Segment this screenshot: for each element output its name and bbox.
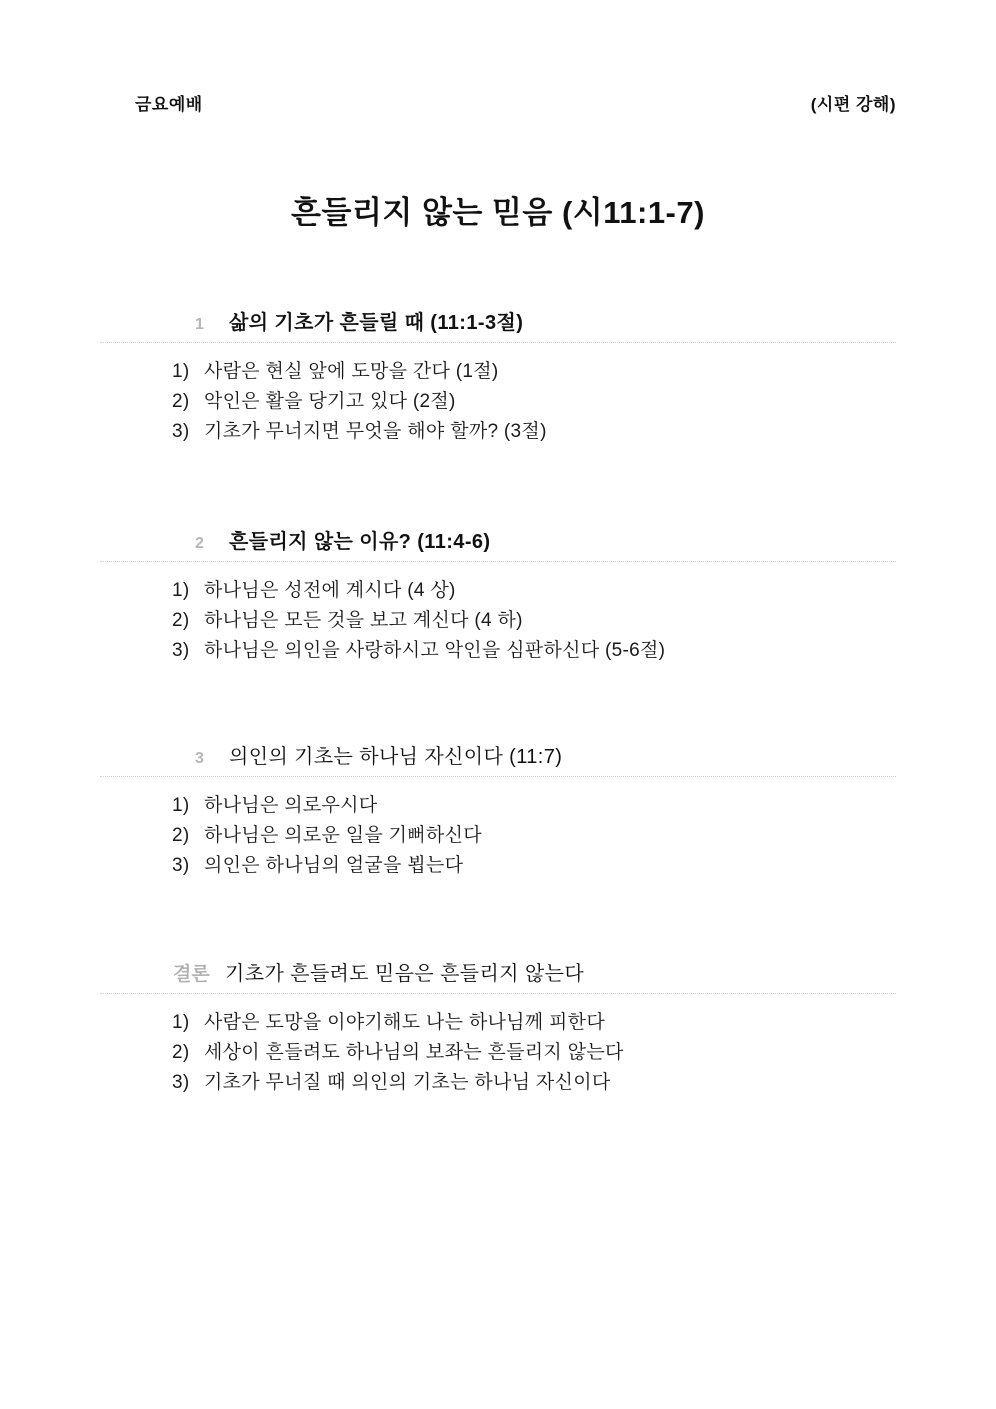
- point-marker: 2): [172, 391, 190, 413]
- list-item: [172, 1008, 896, 1038]
- point-text: 의인은 하나님의 얼굴을 뵙는다: [204, 855, 464, 877]
- point-text: 사람은 도망을 이야기해도 나는 하나님께 피한다: [204, 1012, 605, 1034]
- section-conclusion-heading: [100, 957, 896, 994]
- point-text: 기초가 무너지면 무엇을 해야 할까? (3절): [204, 421, 547, 443]
- list-item: [172, 821, 896, 851]
- point-marker: 1): [172, 361, 190, 382]
- document-header: [100, 90, 896, 115]
- section-1-number: 1: [195, 316, 204, 333]
- list-item: [172, 606, 896, 636]
- list-item: [172, 387, 896, 417]
- section-2-number: 2: [195, 535, 204, 553]
- point-marker: 1): [172, 795, 190, 817]
- point-text: 사람은 현실 앞에 도망을 간다 (1절): [204, 361, 499, 382]
- section-3-number: 3: [195, 750, 204, 768]
- list-item: [172, 791, 896, 821]
- section-1-title: 삶의 기초가 흔들릴 때 (11:1-3절): [229, 312, 524, 334]
- section-3-heading: [100, 740, 896, 777]
- point-text: 하나님은 의인을 사랑하시고 악인을 심판하신다 (5-6절): [204, 640, 666, 662]
- section-2-points: [100, 576, 896, 666]
- section-conclusion-number: 결론: [173, 964, 210, 986]
- section-1: [100, 306, 896, 447]
- section-2-title: 흔들리지 않는 이유? (11:4-6): [229, 531, 491, 554]
- point-marker: 2): [172, 610, 190, 632]
- point-text: 하나님은 성전에 계시다 (4 상): [204, 580, 456, 602]
- point-marker: 1): [172, 580, 190, 602]
- section-3-title: 의인의 기초는 하나님 자신이다 (11:7): [229, 746, 563, 769]
- point-text: 악인은 활을 당기고 있다 (2절): [204, 391, 456, 413]
- list-item: [172, 851, 896, 881]
- point-marker: 1): [172, 1012, 190, 1034]
- section-1-points: [100, 357, 896, 447]
- section-3: [100, 740, 896, 881]
- header-service-label: 금요예배: [135, 95, 203, 114]
- header-series-label: (시편 강해): [810, 95, 896, 114]
- sections-container: [100, 306, 896, 1098]
- point-marker: 3): [172, 640, 190, 662]
- section-2: [100, 525, 896, 666]
- point-marker: 2): [172, 825, 190, 847]
- list-item: [172, 1068, 896, 1098]
- section-conclusion-points: [100, 1008, 896, 1098]
- list-item: [172, 357, 896, 387]
- point-text: 하나님은 의로우시다: [204, 795, 378, 817]
- point-marker: 3): [172, 1072, 190, 1094]
- point-text: 하나님은 모든 것을 보고 계신다 (4 하): [204, 610, 523, 632]
- point-marker: 3): [172, 421, 190, 443]
- list-item: [172, 636, 896, 666]
- section-conclusion-title: 기초가 흔들려도 믿음은 흔들리지 않는다: [225, 963, 585, 986]
- section-2-heading: [100, 525, 896, 562]
- point-marker: 3): [172, 855, 190, 877]
- section-3-points: [100, 791, 896, 881]
- section-conclusion: [100, 957, 896, 1098]
- list-item: [172, 1038, 896, 1068]
- point-text: 하나님은 의로운 일을 기뻐하신다: [204, 825, 482, 847]
- list-item: [172, 576, 896, 606]
- point-text: 기초가 무너질 때 의인의 기초는 하나님 자신이다: [204, 1072, 611, 1094]
- list-item: [172, 417, 896, 447]
- point-text: 세상이 흔들려도 하나님의 보좌는 흔들리지 않는다: [204, 1042, 624, 1064]
- page-title: 흔들리지 않는 믿음 (시11:1-7): [291, 195, 705, 230]
- section-1-heading: [100, 306, 896, 343]
- point-marker: 2): [172, 1042, 190, 1064]
